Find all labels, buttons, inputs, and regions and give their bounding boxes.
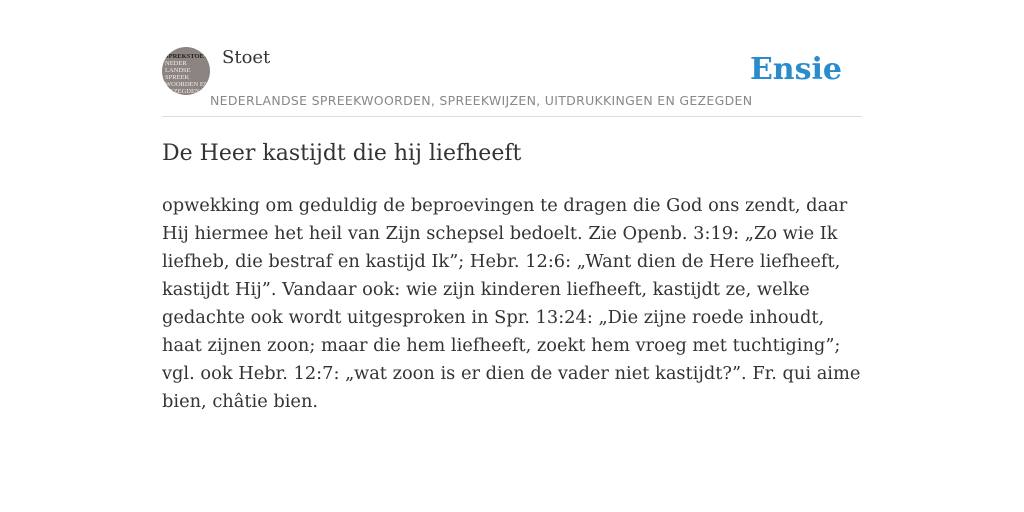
header xyxy=(162,46,862,117)
avatar[interactable] xyxy=(162,47,210,95)
author-link[interactable]: Stoet xyxy=(222,47,271,68)
article-body: opwekking om geduldig de beproevingen te dragen die God ons zendt, daar Hij hiermee het heil van Zijn schepsel bedoelt. Zie Openb. 3:19: „Zo wie Ik liefheb, die bestraf en kastijd Ik”; Hebr. 12:6: „Want dien de Here liefheeft, kastijdt Hij”. Vandaar ook: wie zijn kinderen liefheeft, kastijdt ze, welke gedachte ook wordt uitgesproken in Spr. 13:24: „Die zijne roede inhoudt, haat zijnen zoon; maar die hem liefheeft, zoekt hem vroeg met tuchtiging”; vgl. ook Hebr. 12:7: „wat zoon is er dien de vader niet kastijdt?”. Fr. qui aime bien, châtie bien. xyxy=(162,195,861,412)
avatar-line: WOORDEN EN xyxy=(165,81,209,88)
avatar-book-cover xyxy=(165,53,210,95)
ensie-logo[interactable]: Ensie xyxy=(749,52,842,87)
avatar-line: LANDSE xyxy=(165,67,191,74)
avatar-line: SPREEK xyxy=(165,74,190,81)
avatar-line: NEDER xyxy=(165,60,187,67)
avatar-line: SPREKSTOET xyxy=(165,53,209,60)
avatar-line: GEZEGDEN xyxy=(165,88,200,95)
article-title: De Heer kastijdt die hij liefheeft xyxy=(162,141,522,166)
source-subtitle-link[interactable]: NEDERLANDSE SPREEKWOORDEN, SPREEKWIJZEN, UITDRUKKINGEN EN GEZEGDEN xyxy=(210,93,753,108)
